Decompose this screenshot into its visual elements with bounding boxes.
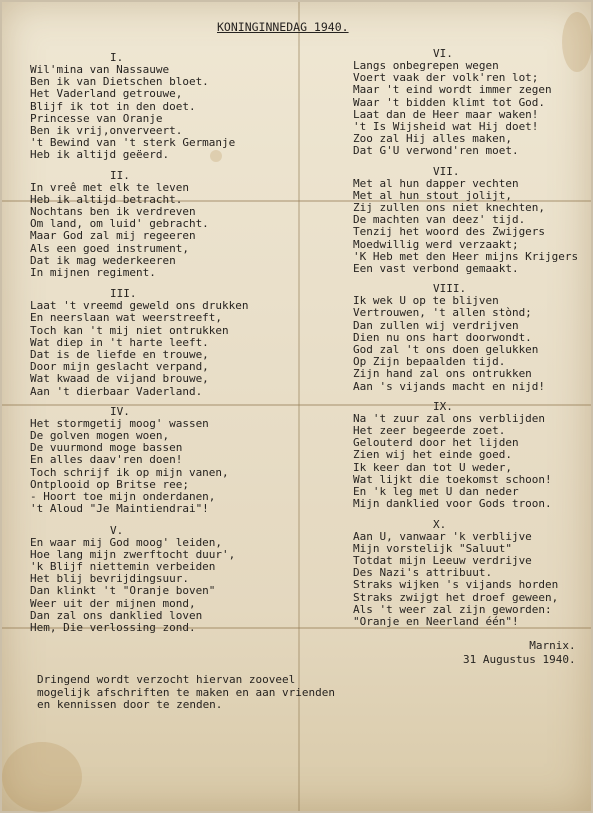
author-signature: Marnix. — [529, 639, 576, 652]
poem-line: Straks zwijgt het droef geween, — [353, 590, 559, 604]
signature-date: 31 Augustus 1940. — [463, 653, 576, 666]
stanza — [30, 288, 249, 398]
poem-line: Het blij bevrijdingsuur. — [30, 572, 189, 586]
stanza-number: II. — [110, 168, 130, 182]
poem-line: Gelouterd door het lijden — [353, 436, 519, 450]
poem-line: Des Nazi's attribuut. — [353, 566, 493, 580]
poem-line: Blijf ik tot in den doet. — [30, 99, 196, 113]
stanza — [30, 406, 249, 516]
stanza — [353, 166, 578, 276]
poem-line: En neerslaan wat weerstreeft, — [30, 311, 223, 325]
poem-line: Als 't weer zal zijn geworden: — [353, 602, 552, 616]
request-line: mogelijk afschriften te maken en aan vrienden — [37, 685, 336, 699]
poem-line: In vreê met elk te leven — [30, 180, 189, 194]
poem-line: Zien wij het einde goed. — [353, 448, 512, 462]
poem-line: Ben ik van Dietschen bloet. — [30, 75, 209, 89]
poem-line: Vertrouwen, 't allen stònd; — [353, 306, 532, 320]
poem-line: Na 't zuur zal ons verblijden — [353, 411, 546, 425]
poem-line: Heb ik altijd geëerd. — [30, 148, 170, 162]
distribution-request — [37, 674, 335, 712]
poem-line: Zoo zal Hij alles maken, — [353, 132, 512, 146]
poem-line: Toch schrijf ik op mijn vanen, — [30, 465, 229, 479]
poem-line: Waar 't bidden klimt tot God. — [353, 95, 546, 109]
poem-line: 't Bewind van 't sterk Germanje — [30, 136, 236, 150]
poem-line: Dan zullen wij verdrijven — [353, 318, 519, 332]
stanza — [30, 525, 249, 635]
poem-line: Op Zijn bepaalden tijd. — [353, 355, 506, 369]
stanza-number: V. — [110, 523, 124, 537]
poem-line: 'k Blijf niettemin verbeiden — [30, 559, 216, 573]
poem-line: Laat dan de Heer maar waken! — [353, 107, 539, 121]
poem-line: In mijnen regiment. — [30, 266, 156, 280]
stanza-number: IV. — [110, 404, 130, 418]
poem-line: 't Aloud "Je Maintiendrai"! — [30, 502, 209, 516]
poem-line: Door mijn geslacht verpand, — [30, 360, 209, 374]
poem-line: Wil'mina van Nassauwe — [30, 63, 170, 76]
request-line: en kennissen door te zenden. — [37, 698, 223, 711]
poem-line: En alles daav'ren doen! — [30, 453, 183, 467]
poem-line: God zal 't ons doen gelukken — [353, 343, 539, 357]
poem-line: Het stormgetij moog' wassen — [30, 416, 209, 430]
poem-line: En 'k leg met U dan neder — [353, 485, 519, 499]
poem-line: Wat kwaad de vijand brouwe, — [30, 372, 209, 386]
poem-line: Zijn hand zal ons ontrukken — [353, 367, 532, 381]
poem-line: Het zeer begeerde zoet. — [353, 424, 506, 438]
poem-line: De vuurmond moge bassen — [30, 441, 183, 455]
poem-line: Het Vaderland getrouwe, — [30, 87, 183, 101]
poem-line: Toch kan 't mij niet ontrukken — [30, 323, 229, 337]
stanza-number: X. — [433, 517, 447, 531]
stanza-number: VIII. — [433, 282, 467, 296]
poem-line: Een vast verbond gemaakt. — [353, 262, 519, 276]
poem-line: Dat ik mag wederkeeren — [30, 253, 176, 267]
poem-line: Hem, Die verlossing zond. — [30, 620, 196, 634]
poem-line: Ik keer dan tot U weder, — [353, 460, 512, 474]
poem-line: Ben ik vrij,onverveert. — [30, 124, 183, 138]
stanza — [353, 283, 578, 393]
poem-line: Tenzij het woord des Zwijgers — [353, 225, 546, 239]
poem-line: Ik wek U op te blijven — [353, 294, 499, 308]
poem-line: Aan 's vijands macht en nijd! — [353, 379, 546, 393]
poem-line: Zij zullen ons niet knechten, — [353, 201, 546, 215]
poem-line: Weer uit der mijnen mond, — [30, 596, 196, 610]
poem-line: Hoe lang mijn zwerftocht duur', — [30, 547, 236, 561]
poem-line: Wat lijkt die toekomst schoon! — [353, 472, 552, 486]
left-poem-column — [30, 52, 249, 634]
stanza-number: VII. — [433, 164, 460, 178]
poem-line: Voert vaak der volk'ren lot; — [353, 71, 539, 85]
stanza — [353, 401, 578, 511]
stanza — [353, 48, 578, 158]
poem-line: Straks wijken 's vijands horden — [353, 578, 559, 592]
poem-line: En waar mij God moog' leiden, — [30, 535, 223, 549]
poem-line: Om land, om luid' gebracht. — [30, 217, 209, 231]
poem-line: Maar 't eind wordt immer zegen — [353, 83, 552, 97]
stanza — [30, 52, 249, 162]
poem-line: Moedwillig werd verzaakt; — [353, 237, 519, 251]
poem-line: 't Is Wijsheid wat Hij doet! — [353, 120, 539, 134]
poem-line: De machten van deez' tijd. — [353, 213, 526, 227]
poem-line: Met al hun dapper vechten — [353, 176, 519, 190]
stanza-number: III. — [110, 287, 137, 301]
poem-line: - Hoort toe mijn onderdanen, — [30, 490, 216, 504]
poem-line: Dat is de liefde en trouwe, — [30, 348, 209, 362]
stanza-number: I. — [110, 51, 124, 64]
poem-line: Princesse van Oranje — [30, 111, 163, 125]
stanza-number: IX. — [433, 399, 453, 413]
document-title: KONINGINNEDAG 1940. — [217, 20, 349, 34]
poem-line: Aan U, vanwaar 'k verblijve — [353, 529, 532, 543]
poem-line: Dan klinkt 't "Oranje boven" — [30, 584, 216, 598]
poem-line: Dien nu ons hart doorwondt. — [353, 330, 532, 344]
request-line: Dringend wordt verzocht hiervan zooveel — [37, 673, 296, 686]
poem-line: Dat G'U verwond'ren moet. — [353, 144, 519, 158]
poem-line: Laat 't vreemd geweld ons drukken — [30, 299, 249, 313]
poem-line: Heb ik altijd betracht. — [30, 192, 183, 206]
poem-line: Dan zal ons danklied loven — [30, 608, 203, 622]
stanza — [353, 519, 578, 629]
paper-stain — [2, 742, 82, 812]
right-poem-column — [353, 48, 578, 628]
poem-line: "Oranje en Neerland één"! — [353, 614, 519, 628]
poem-line: Mijn vorstelijk "Saluut" — [353, 541, 512, 555]
poem-line: Maar God zal mij regeeren — [30, 229, 196, 243]
poem-line: Aan 't dierbaar Vaderland. — [30, 384, 203, 398]
stanza — [30, 170, 249, 280]
poem-line: Totdat mijn Leeuw verdrijve — [353, 553, 532, 567]
poem-line: 'K Heb met den Heer mijns Krijgers — [353, 249, 579, 263]
stanza-number: VI. — [433, 47, 453, 60]
poem-line: Wat diep in 't harte leeft. — [30, 335, 209, 349]
poem-line: Mijn danklied voor Gods troon. — [353, 497, 552, 511]
poem-line: Langs onbegrepen wegen — [353, 59, 499, 72]
poem-line: Nochtans ben ik verdreven — [30, 205, 196, 219]
poem-line: Ontplooid op Britse ree; — [30, 477, 189, 491]
poem-line: De golven mogen woen, — [30, 429, 170, 443]
poem-line: Met al hun stout jolijt, — [353, 188, 512, 202]
poem-line: Als een goed instrument, — [30, 241, 189, 255]
signature-block — [463, 639, 576, 667]
